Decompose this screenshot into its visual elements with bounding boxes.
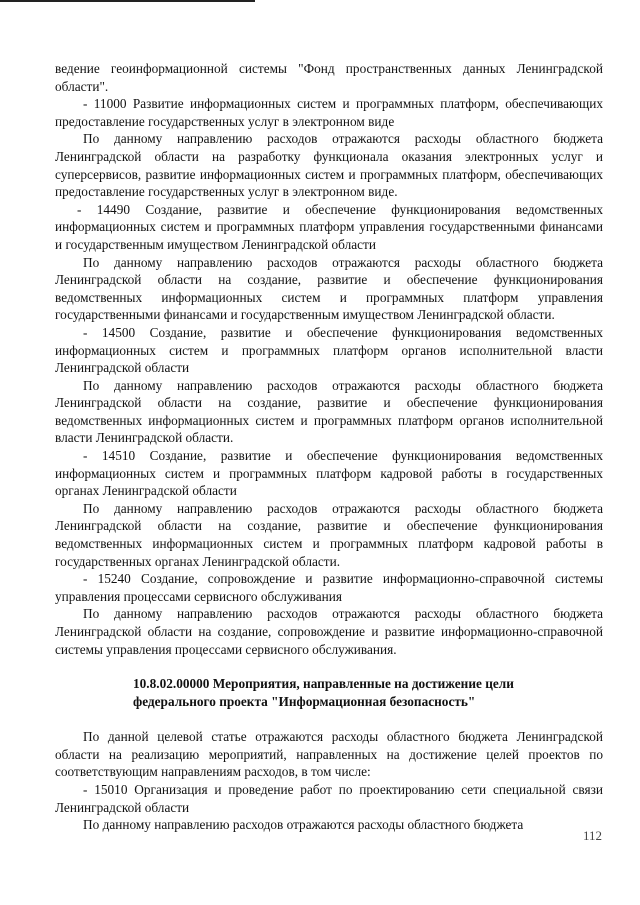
list-item: - 14490 Создание, развитие и обеспечение функционирования ведомственных информационных систем и программных платформ управления государственными финансами и государственным имуществом Ленинградской области <box>55 201 603 252</box>
section-heading: 10.8.02.00000 Мероприятия, направленные на достижение цели федерального проекта "Информационная безопасность" <box>133 676 514 710</box>
list-item: - 15010 Организация и проведение работ по проектированию сети специальной связи Ленинградской области <box>55 781 603 815</box>
top-rule <box>0 0 255 2</box>
paragraph: По данному направлению расходов отражаются расходы областного бюджета Ленинградской области на создание, развитие и обеспечение функционирования ведомственных информационных систем и программных платформ органов исполнительной власти Ленинградской области. <box>55 377 603 446</box>
list-item: - 14510 Создание, развитие и обеспечение функционирования ведомственных информационных систем и программных платформ кадровой работы в государственных органах Ленинградской области <box>55 448 603 499</box>
list-item: - 15240 Создание, сопровождение и развитие информационно-справочной системы управления процессами сервисного обслуживания <box>55 571 603 604</box>
paragraph: По данному направлению расходов отражаются расходы областного бюджета <box>83 817 524 833</box>
paragraph: По данному направлению расходов отражаются расходы областного бюджета Ленинградской области на создание, развитие и обеспечение функционирования ведомственных информационных систем и программных платформ кадровой работы в государственных органах Ленинградской области. <box>55 500 603 569</box>
list-item: - 14500 Создание, развитие и обеспечение функционирования ведомственных информационных систем и программных платформ органов исполнительной власти Ленинградской области <box>55 324 603 376</box>
paragraph: По данному направлению расходов отражаются расходы областного бюджета Ленинградской области на создание, развитие и обеспечение функционирования ведомственных информационных систем и программных платформ управления государственными финансами и государственным имуществом Ленинградской области. <box>55 254 603 323</box>
paragraph: По данному направлению расходов отражаются расходы областного бюджета Ленинградской области на разработку функционала оказания электронных услуг и суперсервисов, развитие информационных систем и программных платформ, обеспечивающих предоставление государственных услуг в электронном виде. <box>55 131 603 200</box>
page-number: 112 <box>582 828 602 843</box>
paragraph: ведение геоинформационной системы "Фонд пространственных данных Ленинградской области". <box>55 61 603 94</box>
document-body <box>55 60 603 834</box>
paragraph: По данной целевой статье отражаются расходы областного бюджета Ленинградской области на реализацию мероприятий, направленных на достижение целей проектов по соответствующим направлениям расходов, в том числе: <box>55 729 603 780</box>
paragraph: По данному направлению расходов отражаются расходы областного бюджета Ленинградской области на создание, сопровождение и развитие информационно-справочной системы управления процессами сервисного обслуживания. <box>55 606 603 657</box>
list-item: - 11000 Развитие информационных систем и программных платформ, обеспечивающих предоставление государственных услуг в электронном виде <box>55 96 603 129</box>
